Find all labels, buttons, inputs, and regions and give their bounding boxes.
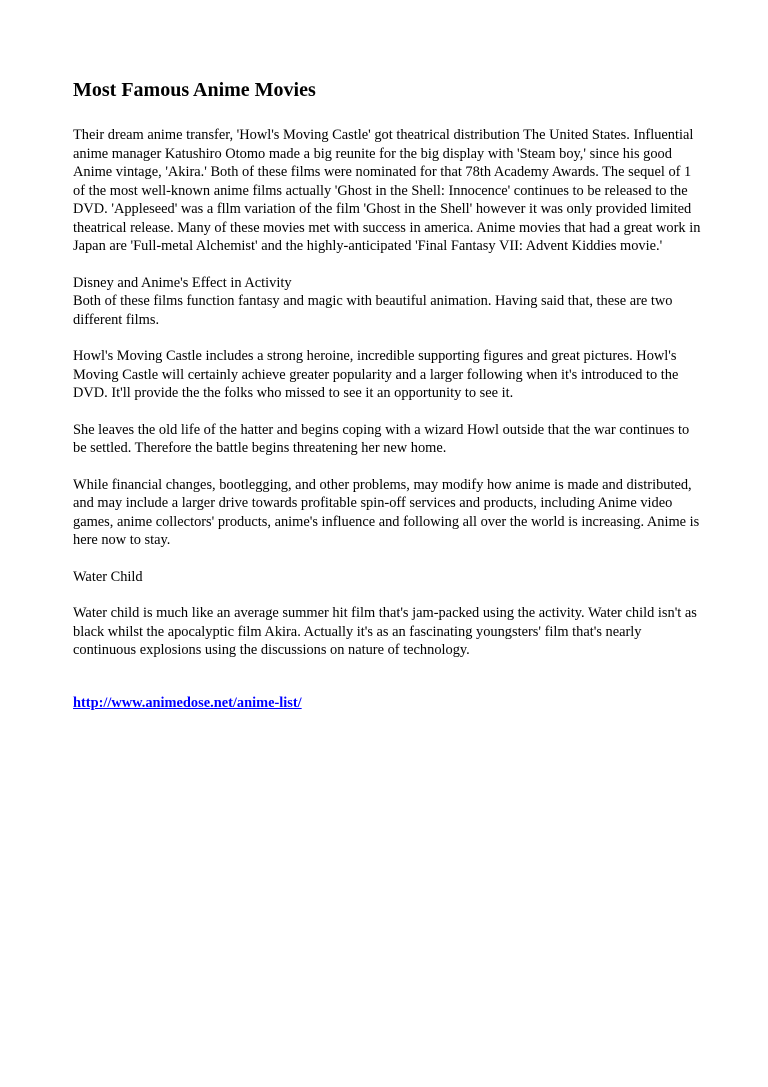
- section-heading-disney: Disney and Anime's Effect in Activity: [73, 274, 292, 291]
- section-heading-water-child: Water Child: [73, 568, 143, 585]
- paragraph-intro: Their dream anime transfer, 'Howl's Moving Castle' got theatrical distribution The United States. Influential anime manager Katushiro Otomo made a big reunite for the big display with 'Steam boy,' since his good Anime vintage, 'Akira.' Both of these films were nominated for that 78th Academy Awards. The sequel of 1 of the most well-known anime films actually 'Ghost in the Shell: Innocence' continues to be released to the DVD. 'Appleseed' was a fllm variation of the film 'Ghost in the Shell' however it was only provided limited theatrical release. Many of these movies met with success in america. Anime movies that had a great work in Japan are 'Full-metal Alchemist' and the highly-anticipated 'Final Fantasy VII: Advent Kiddies movie.': [73, 127, 701, 254]
- paragraph-howls-castle: Howl's Moving Castle includes a strong heroine, incredible supporting figures and great pictures. Howl's Moving Castle will certainly achieve greater popularity and a larger following when it's introduced to the DVD. It'll provide the the folks who missed to see it an opportunity to see it.: [73, 348, 679, 401]
- paragraph-water-child: Water child is much like an average summer hit film that's jam-packed using the activity. Water child isn't as black whilst the apocalyptic film Akira. Actually it's as an fascinating youngsters' film that's nearly continuous explosions using the discussions on nature of technology.: [73, 605, 697, 658]
- document-page: [73, 78, 703, 712]
- paragraph-hatter: She leaves the old life of the hatter and begins coping with a wizard Howl outside that the war continues to be settled. Therefore the battle begins threatening her new home.: [73, 421, 690, 456]
- anime-list-link[interactable]: http://www.animedose.net/anime-list/: [73, 694, 302, 711]
- paragraph-financial: While financial changes, bootlegging, and other problems, may modify how anime is made and distributed, and may include a larger drive towards profitable spin-off services and products, including Anime video games, anime collectors' products, anime's influence and following all over the world is increasing. Anime is here now to stay.: [73, 476, 700, 548]
- paragraph-fantasy: Both of these films function fantasy and magic with beautiful animation. Having said that, these are two different films.: [73, 293, 673, 328]
- page-title: Most Famous Anime Movies: [73, 79, 316, 101]
- link-container: [73, 694, 703, 713]
